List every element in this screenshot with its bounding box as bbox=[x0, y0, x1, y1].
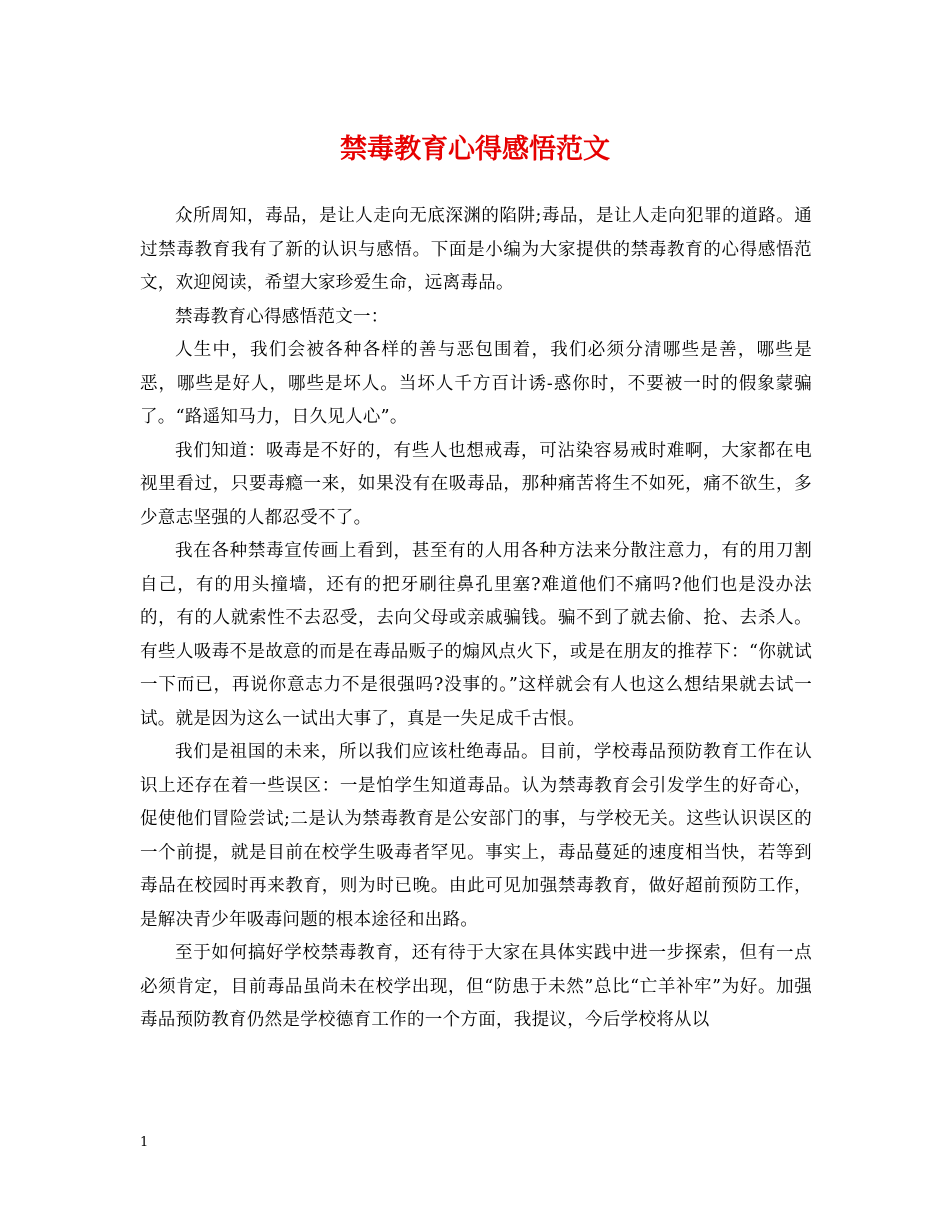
paragraph: 至于如何搞好学校禁毒教育，还有待于大家在具体实践中进一步探索，但有一点必须肯定，目前毒品虽尚未在校学出现，但“防患于未然”总比“亡羊补牢”为好。加强毒品预防教育仍然是学校德育工作的一个方面，我提议，今后学校将从以 bbox=[140, 943, 812, 1030]
paragraph: 我在各种禁毒宣传画上看到，甚至有的人用各种方法来分散注意力，有的用刀割自己，有的用头撞墙，还有的把牙刷往鼻孔里塞?难道他们不痛吗?他们也是没办法的，有的人就索性不去忍受，去向父母或亲戚骗钱。骗不到了就去偷、抢、去杀人。有些人吸毒不是故意的而是在毒品贩子的煽风点火下，或是在朋友的推荐下：“你就试一下而已，再说你意志力不是很强吗?没事的。”这样就会有人也这么想结果就去试一试。就是因为这么一试出大事了，真是一失足成千古恨。 bbox=[140, 541, 812, 729]
document-body bbox=[140, 200, 812, 1038]
paragraph: 我们知道：吸毒是不好的，有些人也想戒毒，可沾染容易戒时难啊，大家都在电视里看过，只要毒瘾一来，如果没有在吸毒品，那种痛苦将生不如死，痛不欲生，多少意志坚强的人都忍受不了。 bbox=[140, 440, 812, 528]
document-title: 禁毒教育心得感悟范文 bbox=[340, 134, 610, 165]
paragraph-intro: 众所周知，毒品，是让人走向无底深渊的陷阱;毒品，是让人走向犯罪的道路。通过禁毒教育我有了新的认识与感悟。下面是小编为大家提供的禁毒教育的心得感悟范文，欢迎阅读，希望大家珍爱生命，远离毒品。 bbox=[140, 206, 812, 293]
paragraph: 人生中，我们会被各种各样的善与恶包围着，我们必须分清哪些是善，哪些是恶，哪些是好人，哪些是坏人。当坏人千方百计诱-惑你时，不要被一时的假象蒙骗了。“路遥知马力，日久见人心”。 bbox=[140, 340, 812, 427]
paragraph: 我们是祖国的未来，所以我们应该杜绝毒品。目前，学校毒品预防教育工作在认识上还存在着一些误区：一是怕学生知道毒品。认为禁毒教育会引发学生的好奇心，促使他们冒险尝试;二是认为禁毒教育是公安部门的事，与学校无关。这些认识误区的一个前提，就是目前在校学生吸毒者罕见。事实上，毒品蔓延的速度相当快，若等到毒品在校园时再来教育，则为时已晚。由此可见加强禁毒教育，做好超前预防工作，是解决青少年吸毒问题的根本途径和出路。 bbox=[140, 742, 812, 930]
page-number: 1 bbox=[140, 1135, 149, 1150]
paragraph-subtitle: 禁毒教育心得感悟范文一： bbox=[175, 306, 389, 327]
